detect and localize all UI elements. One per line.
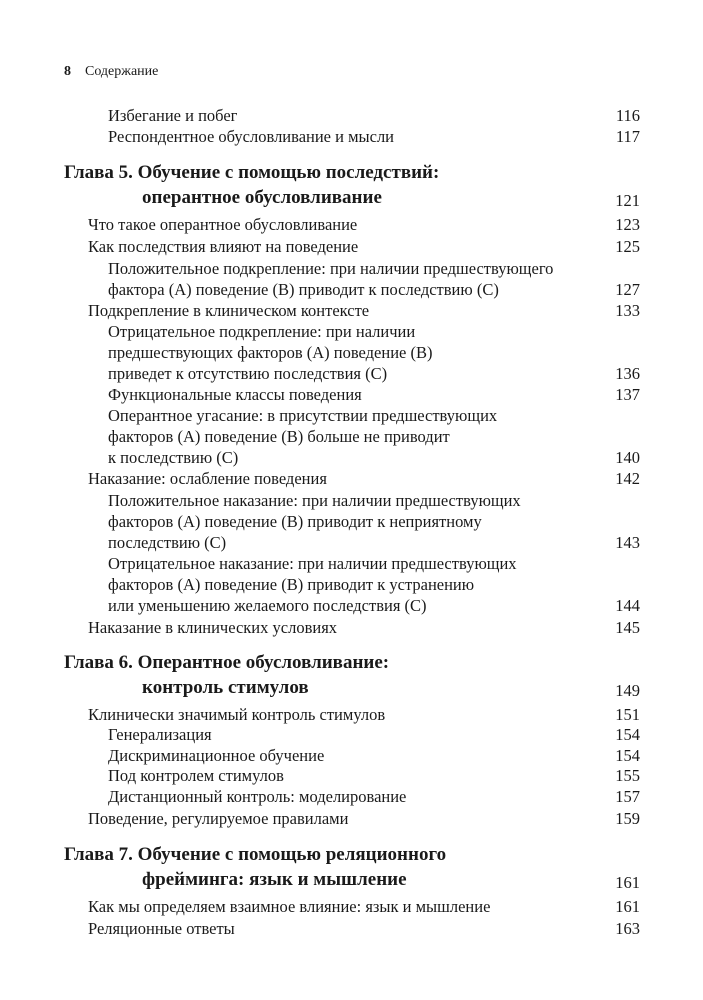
toc-entry-title: факторов (A) поведение (B) приводит к неприятному (108, 512, 482, 531)
chapter-title: Глава 5. Обучение с помощью последствий: (64, 162, 440, 183)
toc-entry-page: 157 (615, 787, 640, 806)
toc-entry-title: фактора (A) поведение (B) приводит к последствию (C) (108, 280, 499, 299)
toc-entry-page: 144 (615, 596, 640, 615)
chapter-title: Глава 7. Обучение с помощью реляционного (64, 844, 447, 865)
section-title: Содержание (85, 64, 159, 79)
toc-entry-title: Что такое оперантное обусловливание (88, 215, 358, 234)
toc-entry-page: 155 (615, 766, 640, 785)
toc-entry-page: 127 (615, 280, 640, 299)
toc-entry-title: Положительное наказание: при наличии предшествующих (108, 491, 521, 510)
toc-entry-page: 137 (615, 385, 640, 404)
toc-entry-title: Дистанционный контроль: моделирование (108, 787, 407, 806)
toc-entry-page: 117 (615, 127, 640, 146)
toc-entry-title: Подкрепление в клиническом контексте (88, 301, 370, 320)
toc-entry-page: 123 (615, 215, 640, 234)
toc-entry-title: Как мы определяем взаимное влияние: язык и мышление (88, 897, 491, 916)
chapter-title: оперантное обусловливание (142, 187, 382, 208)
toc-entry-title: к последствию (C) (108, 448, 239, 467)
toc-entry-title: Поведение, регулируемое правилами (88, 809, 349, 828)
chapter-page: 121 (615, 191, 640, 210)
running-head (64, 63, 158, 81)
chapter-title: контроль стимулов (142, 677, 309, 698)
chapter-title: фрейминга: язык и мышление (142, 869, 407, 890)
toc-entry-title: Как последствия влияют на поведение (88, 237, 359, 256)
toc-entry-title: Избегание и побег (108, 106, 238, 125)
toc-entry-page: 136 (615, 364, 640, 383)
toc-entry-page: 161 (615, 897, 640, 916)
toc-entry-title: Генерализация (108, 725, 212, 744)
toc-entry-title: Клинически значимый контроль стимулов (88, 705, 386, 724)
toc-entry-title: Реляционные ответы (88, 919, 235, 938)
toc-entry-page: 151 (615, 705, 640, 724)
toc-entry-title: Наказание в клинических условиях (88, 618, 338, 637)
toc-entry-title: приведет к отсутствию последствия (C) (108, 364, 388, 383)
toc-entry-page: 154 (615, 746, 640, 765)
toc-entry-title: Отрицательное подкрепление: при наличии (108, 322, 416, 341)
chapter-page: 161 (615, 873, 640, 892)
toc-entry-title: Отрицательное наказание: при наличии предшествующих (108, 554, 517, 573)
chapter-title: Глава 6. Оперантное обусловливание: (64, 652, 390, 673)
toc-entry-page: 154 (615, 725, 640, 744)
toc-entry-title: Под контролем стимулов (108, 766, 284, 785)
toc-entry-page: 125 (615, 237, 640, 256)
toc-entry-title: предшествующих факторов (A) поведение (B) (108, 343, 433, 362)
toc-entry-title: последствию (C) (108, 533, 227, 552)
toc-entry-title: Положительное подкрепление: при наличии предшествующего (108, 259, 554, 278)
toc-entry-title: или уменьшению желаемого последствия (C) (108, 596, 427, 615)
toc-entry-page: 140 (615, 448, 640, 467)
toc-entry-page: 159 (615, 809, 640, 828)
toc-entry-title: Наказание: ослабление поведения (88, 469, 327, 488)
chapter-page: 149 (615, 681, 640, 700)
toc-entry-title: Функциональные классы поведения (108, 385, 362, 404)
toc-entry-title: Оперантное угасание: в присутствии предшествующих (108, 406, 498, 425)
toc-entry-title: Дискриминационное обучение (108, 746, 325, 765)
toc-entry-page: 143 (615, 533, 640, 552)
toc-entry-page: 142 (615, 469, 640, 488)
toc-entry-title: факторов (A) поведение (B) больше не приводит (108, 427, 450, 446)
toc-entry-page: 163 (615, 919, 640, 938)
toc-entry-page: 145 (615, 618, 640, 637)
page-number: 8 (64, 64, 71, 79)
toc-entry-page: 133 (615, 301, 640, 320)
toc-entry-title: Респондентное обусловливание и мысли (108, 127, 395, 146)
toc-entry-page: 116 (615, 106, 640, 125)
toc-entry-title: факторов (A) поведение (B) приводит к устранению (108, 575, 475, 594)
